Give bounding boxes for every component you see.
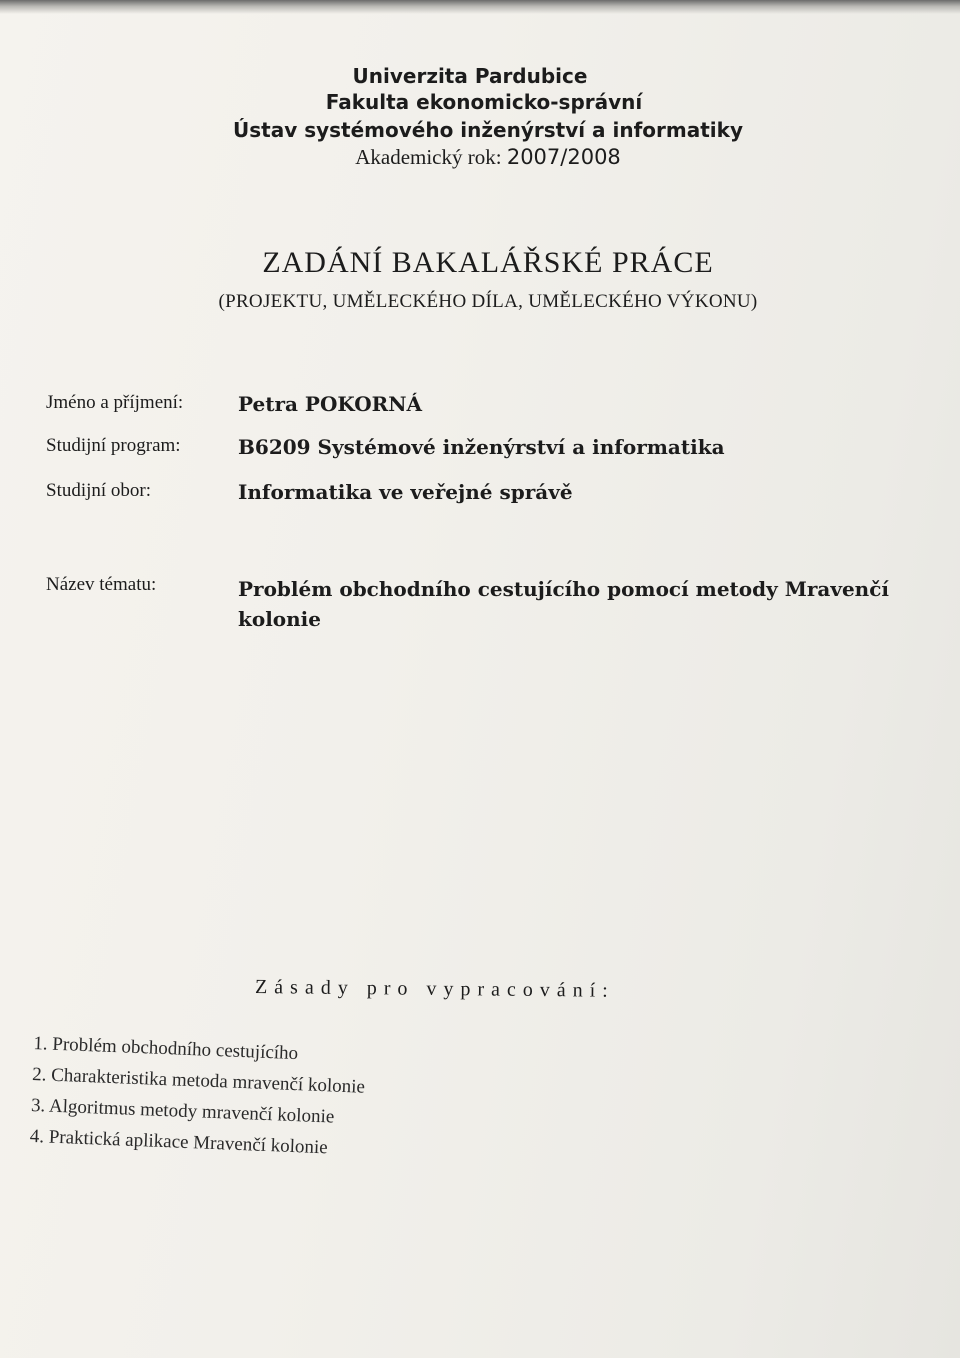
list-item: 2. Charakteristika metoda mravenčí kolonie	[31, 1063, 366, 1098]
topic-label: Název tématu:	[46, 574, 157, 595]
faculty-name: Fakulta ekonomicko-správní	[325, 90, 643, 114]
name-label: Jméno a příjmení:	[46, 392, 184, 413]
principles-heading: Zásady pro vypracování:	[254, 976, 615, 1002]
list-item: 4. Praktická aplikace Mravenčí kolonie	[29, 1125, 329, 1159]
academic-year-label: Akademický rok:	[355, 145, 507, 169]
document-title: ZADÁNÍ BAKALÁŘSKÉ PRÁCE	[262, 246, 714, 279]
topic-value: Problém obchodního cestujícího pomocí metody Mravenčí kolonie	[238, 577, 889, 631]
field-value: Informatika ve veřejné správě	[238, 480, 573, 504]
academic-year	[8, 143, 960, 171]
field-label: Studijní obor:	[46, 480, 152, 501]
list-item: 3. Algoritmus metody mravenčí kolonie	[30, 1094, 335, 1128]
program-label: Studijní program:	[46, 435, 181, 456]
academic-year-value: 2007/2008	[506, 145, 621, 169]
name-value: Petra POKORNÁ	[238, 392, 423, 416]
document-subtitle: (PROJEKTU, UMĚLECKÉHO DÍLA, UMĚLECKÉHO VÝKONU)	[218, 291, 758, 312]
university-name: Univerzita Pardubice	[352, 64, 588, 88]
principles-list	[29, 1028, 553, 1172]
institute-name: Ústav systémového inženýrství a informatiky	[233, 118, 743, 142]
program-value: B6209 Systémové inženýrství a informatika	[238, 435, 725, 459]
list-item: 1. Problém obchodního cestujícího	[33, 1032, 299, 1065]
scan-edge-shadow	[0, 0, 960, 14]
